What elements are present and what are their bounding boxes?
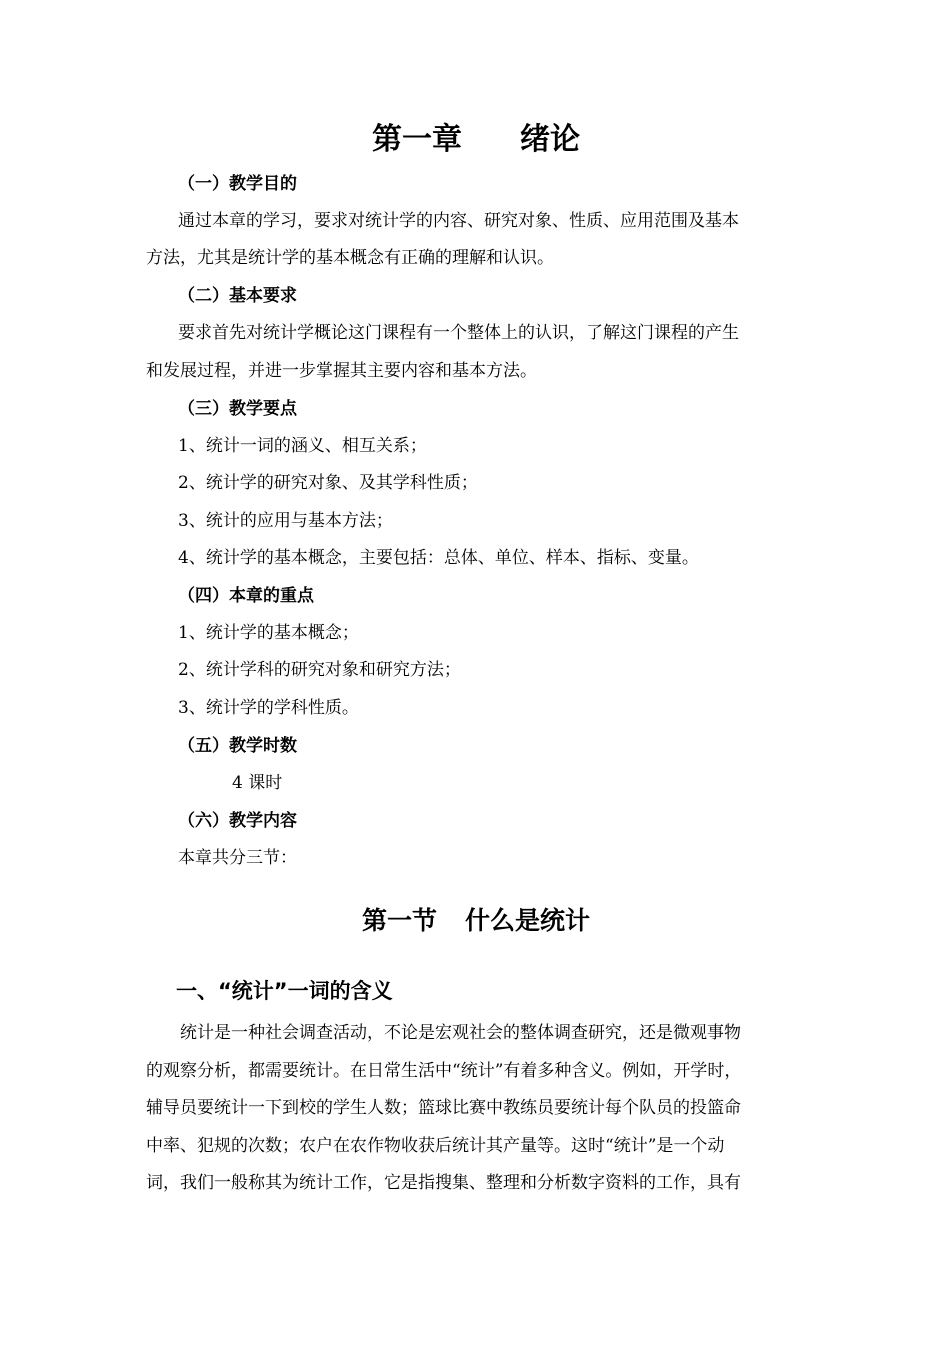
subsection-heading: 一、“统计”一词的含义 bbox=[176, 979, 393, 1003]
goal-heading: （一）教学目的 bbox=[178, 174, 297, 194]
chapter-title bbox=[0, 118, 952, 162]
requirement-heading: （二）基本要求 bbox=[178, 286, 297, 306]
section-title bbox=[0, 902, 952, 940]
goal-line-1: 通过本章的学习，要求对统计学的内容、研究对象、性质、应用范围及基本 bbox=[178, 211, 739, 231]
content-heading: （六）教学内容 bbox=[178, 811, 297, 831]
focus-item: 3、统计学的学科性质。 bbox=[178, 698, 359, 718]
focus-item: 2、统计学科的研究对象和研究方法； bbox=[178, 660, 461, 680]
requirement-line-1: 要求首先对统计学概论这门课程有一个整体上的认识，了解这门课程的产生 bbox=[178, 323, 739, 343]
key-point-item: 3、统计的应用与基本方法； bbox=[178, 511, 393, 531]
goal-line-2: 方法，尤其是统计学的基本概念有正确的理解和认识。 bbox=[146, 248, 554, 268]
content-line: 本章共分三节： bbox=[178, 848, 297, 868]
paragraph-line: 词，我们一般称其为统计工作，它是指搜集、整理和分析数字资料的工作，具有 bbox=[146, 1173, 741, 1193]
key-point-item: 4、统计学的基本概念，主要包括：总体、单位、样本、指标、变量。 bbox=[178, 548, 699, 568]
paragraph-line: 中率、犯规的次数；农户在农作物收获后统计其产量等。这时“统计”是一个动 bbox=[146, 1135, 725, 1156]
key-point-item: 1、统计一词的涵义、相互关系； bbox=[178, 436, 427, 456]
focus-item: 1、统计学的基本概念； bbox=[178, 623, 359, 643]
key-points-heading: （三）教学要点 bbox=[178, 399, 297, 419]
paragraph-line: 的观察分析，都需要统计。在日常生活中“统计”有着多种含义。例如，开学时， bbox=[146, 1060, 742, 1081]
chapter-number: 第一章 bbox=[372, 122, 462, 157]
chapter-name: 绪论 bbox=[520, 122, 580, 157]
body-paragraph bbox=[146, 1020, 808, 1208]
section-name: 什么是统计 bbox=[465, 906, 591, 935]
focus-heading: （四）本章的重点 bbox=[178, 586, 314, 606]
requirement-line-2: 和发展过程，并进一步掌握其主要内容和基本方法。 bbox=[146, 361, 537, 381]
section-number: 第一节 bbox=[361, 906, 437, 935]
paragraph-line: 统计是一种社会调查活动，不论是宏观社会的整体调查研究，还是微观事物 bbox=[180, 1023, 741, 1043]
paragraph-line: 辅导员要统计一下到校的学生人数；篮球比赛中教练员要统计每个队员的投篮命 bbox=[146, 1098, 741, 1118]
hours-value: 4 课时 bbox=[232, 773, 283, 793]
hours-heading: （五）教学时数 bbox=[178, 736, 297, 756]
key-point-item: 2、统计学的研究对象、及其学科性质； bbox=[178, 473, 478, 493]
